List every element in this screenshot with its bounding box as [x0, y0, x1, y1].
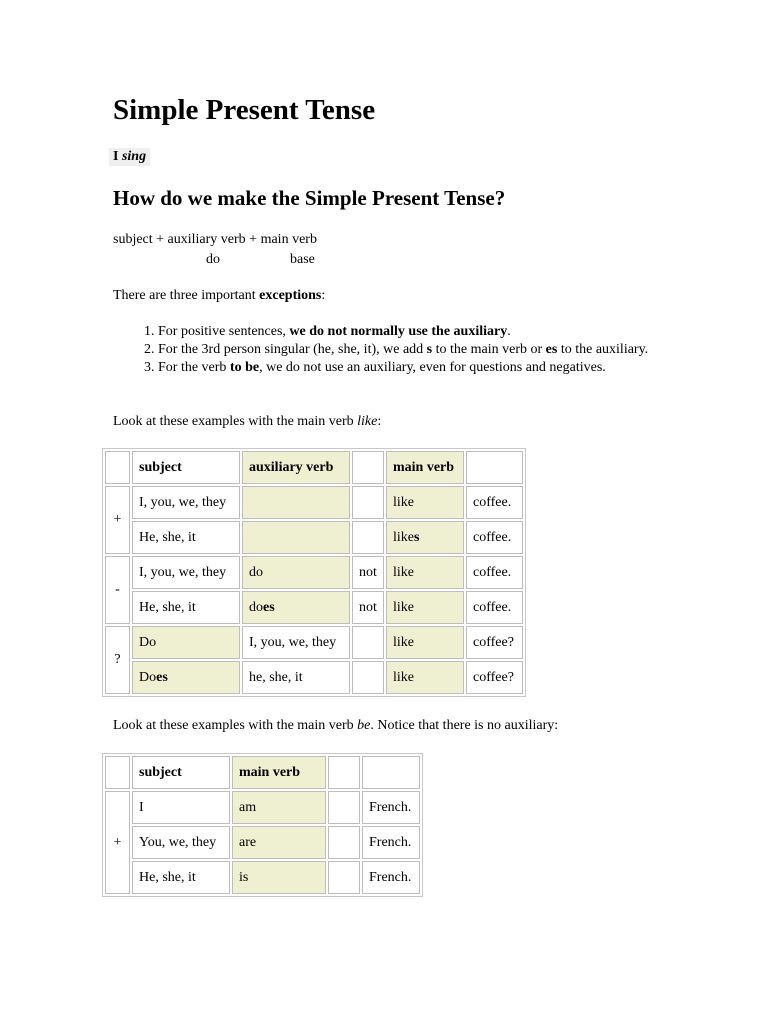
subject-cell: he, she, it — [242, 661, 350, 694]
example-sentence — [109, 148, 150, 166]
list-item-text: For the 3rd person singular (he, she, it), we add — [158, 342, 427, 357]
main-verb-base: like — [393, 529, 414, 545]
like-examples-intro — [113, 414, 381, 430]
table-row — [105, 486, 523, 519]
subject-cell: I — [132, 791, 230, 824]
aux-base: do — [249, 599, 263, 615]
main-verb-cell: am — [232, 791, 326, 824]
like-intro-verb: like — [357, 414, 378, 429]
object-cell: coffee. — [466, 591, 523, 624]
header-cell: subject — [132, 451, 240, 484]
exceptions-list — [113, 323, 688, 377]
subject-cell: I, you, we, they — [132, 556, 240, 589]
subject-cell: You, we, they — [132, 826, 230, 859]
sign-cell: + — [105, 791, 130, 894]
example-verb: sing — [121, 149, 147, 164]
list-item — [158, 323, 688, 341]
neg-cell — [352, 521, 384, 554]
list-item-text: For positive sentences, — [158, 324, 290, 339]
object-cell: French. — [362, 826, 420, 859]
aux-suffix: es — [156, 669, 168, 685]
list-item-text: , we do not use an auxiliary, even for questions and negatives. — [259, 360, 606, 375]
formula-aux-note: do — [206, 252, 220, 267]
subject-cell: He, she, it — [132, 591, 240, 624]
be-intro-note: . Notice that there is no auxiliary: — [370, 718, 559, 733]
neg-cell — [352, 626, 384, 659]
be-examples-intro — [113, 718, 558, 734]
main-verb-cell — [386, 486, 464, 519]
main-verb-cell: like — [386, 591, 464, 624]
empty-cell — [328, 826, 360, 859]
main-verb-cell: like — [386, 661, 464, 694]
like-examples-table — [102, 448, 526, 697]
header-cell — [466, 451, 523, 484]
list-item-text: For the verb — [158, 360, 230, 375]
table-row — [105, 861, 420, 894]
object-cell: coffee. — [466, 521, 523, 554]
main-verb-cell: like — [386, 626, 464, 659]
empty-cell — [328, 861, 360, 894]
aux-base: Do — [139, 669, 157, 685]
like-intro-text: Look at these examples with the main verb — [113, 414, 358, 429]
main-verb-base: like — [393, 494, 414, 510]
be-intro-text: Look at these examples with the main verb — [113, 718, 358, 733]
header-cell — [352, 451, 384, 484]
subject-cell: He, she, it — [132, 521, 240, 554]
exceptions-intro — [113, 288, 325, 304]
aux-cell — [132, 626, 240, 659]
list-item-text: to the auxiliary. — [557, 342, 649, 357]
aux-cell — [242, 591, 350, 624]
be-intro-verb: be — [357, 718, 371, 733]
sign-cell: - — [105, 556, 130, 624]
main-verb-cell: like — [386, 556, 464, 589]
list-item-text: . — [507, 324, 511, 339]
list-item-bold: we do not normally use the auxiliary — [289, 324, 508, 339]
table-row — [105, 591, 523, 624]
be-examples-table — [102, 753, 423, 897]
aux-base: do — [249, 564, 263, 580]
sign-cell: + — [105, 486, 130, 554]
main-verb-suffix: s — [414, 529, 420, 545]
table-row — [105, 556, 523, 589]
header-cell — [105, 756, 130, 789]
list-item — [158, 359, 688, 377]
exceptions-intro-bold: exceptions — [259, 288, 322, 303]
list-item-bold: s — [426, 342, 433, 357]
list-item — [158, 341, 688, 359]
aux-suffix: es — [263, 599, 275, 615]
header-cell — [105, 451, 130, 484]
exceptions-intro-colon: : — [321, 288, 326, 303]
table-row — [105, 791, 420, 824]
subject-cell: I, you, we, they — [132, 486, 240, 519]
main-verb-cell — [386, 521, 464, 554]
object-cell: coffee. — [466, 486, 523, 519]
aux-base: Do — [139, 634, 157, 650]
section-heading: How do we make the Simple Present Tense? — [113, 186, 506, 210]
object-cell: coffee. — [466, 556, 523, 589]
object-cell: French. — [362, 861, 420, 894]
table-row — [105, 521, 523, 554]
aux-cell — [242, 556, 350, 589]
aux-cell — [242, 521, 350, 554]
neg-cell: not — [352, 556, 384, 589]
object-cell: coffee? — [466, 661, 523, 694]
neg-cell — [352, 661, 384, 694]
aux-cell — [242, 486, 350, 519]
header-cell: main verb — [232, 756, 326, 789]
subject-cell: He, she, it — [132, 861, 230, 894]
subject-cell: I, you, we, they — [242, 626, 350, 659]
object-cell: coffee? — [466, 626, 523, 659]
header-cell: main verb — [386, 451, 464, 484]
exceptions-intro-text: There are three important — [113, 288, 260, 303]
list-item-bold: to be — [229, 360, 260, 375]
example-pronoun: I — [113, 149, 119, 164]
formula-line: subject + auxiliary verb + main verb — [113, 232, 317, 247]
aux-cell — [132, 661, 240, 694]
header-cell — [362, 756, 420, 789]
formula-main-note: base — [290, 252, 315, 267]
main-verb-cell: are — [232, 826, 326, 859]
table-row — [105, 661, 523, 694]
header-cell: subject — [132, 756, 230, 789]
neg-cell: not — [352, 591, 384, 624]
neg-cell — [352, 486, 384, 519]
sign-cell: ? — [105, 626, 130, 694]
table-header-row — [105, 756, 420, 789]
object-cell: French. — [362, 791, 420, 824]
page-title: Simple Present Tense — [113, 94, 376, 126]
empty-cell — [328, 791, 360, 824]
main-verb-cell: is — [232, 861, 326, 894]
table-header-row — [105, 451, 523, 484]
table-row — [105, 826, 420, 859]
like-intro-colon: : — [377, 414, 382, 429]
list-item-bold: es — [545, 342, 558, 357]
list-item-text: to the main verb or — [432, 342, 546, 357]
table-row — [105, 626, 523, 659]
header-cell: auxiliary verb — [242, 451, 350, 484]
header-cell — [328, 756, 360, 789]
